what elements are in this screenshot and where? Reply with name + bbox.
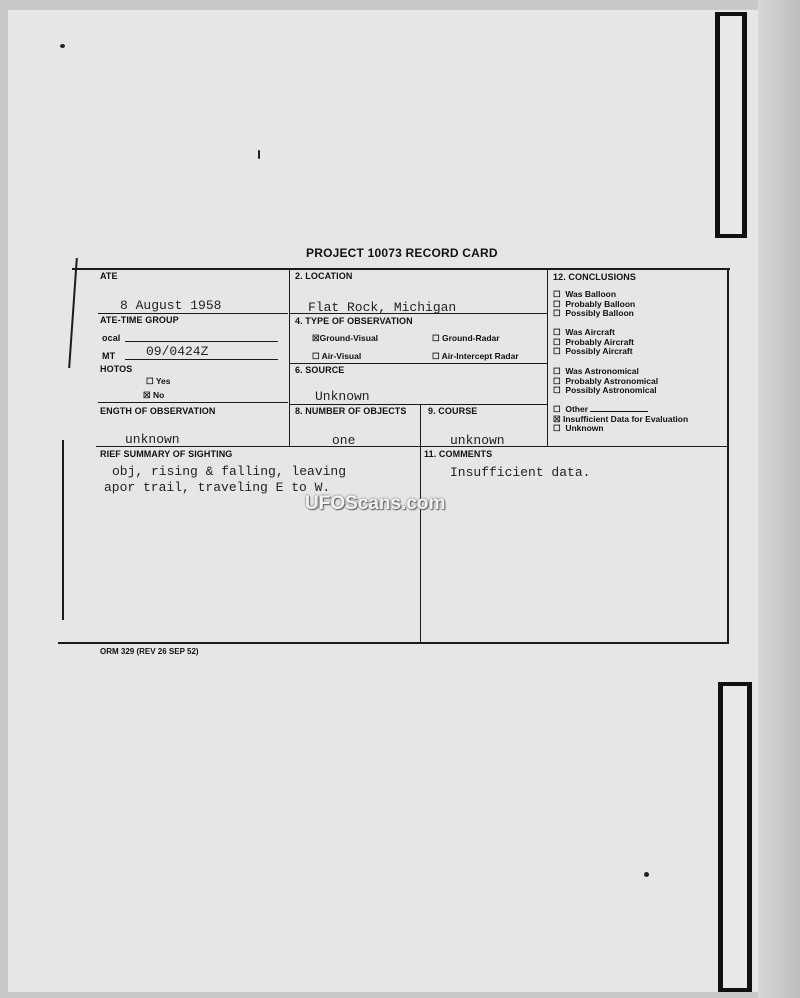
conclusion-probably-aircraft: ☐ Probably Aircraft (553, 336, 634, 347)
number-of-objects-value: one (332, 433, 356, 448)
source-value: Unknown (315, 389, 370, 404)
date-label: ATE (100, 271, 118, 281)
comments-label: 11. COMMENTS (424, 449, 493, 459)
brief-summary-label: RIEF SUMMARY OF SIGHTING (100, 449, 233, 459)
conclusion-probably-balloon: ☐ Probably Balloon (553, 298, 636, 309)
conclusion-was-astronomical: ☐ Was Astronomical (553, 366, 639, 376)
gmt-underline (125, 359, 278, 360)
gmt-value: 09/0424Z (146, 344, 209, 359)
conclusions-group-astronomical (553, 367, 658, 396)
card-title: PROJECT 10073 RECORD CARD (306, 246, 498, 260)
photos-option-no: ☒ No (143, 390, 165, 400)
date-time-group-label: ATE-TIME GROUP (100, 315, 179, 325)
length-of-observation-value: unknown (125, 432, 180, 447)
date-value: 8 August 1958 (120, 298, 222, 313)
course-label: 9. COURSE (428, 406, 478, 416)
conclusions-group-aircraft (553, 328, 634, 357)
conclusions-group-balloon (553, 290, 635, 319)
conclusion-insufficient-data: ☒ Insufficient Data for Evaluation (553, 413, 689, 424)
binding-bar-bottom (718, 682, 752, 992)
observation-option-air-visual: ☐ Air-Visual (312, 351, 362, 361)
conclusion-was-balloon: ☐ Was Balloon (553, 289, 617, 299)
row-line-date (98, 313, 288, 314)
length-of-observation-label: ENGTH OF OBSERVATION (100, 406, 216, 416)
card-left-border-lower (62, 440, 64, 620)
page-edge-strip (758, 0, 800, 998)
photos-label: HOTOS (100, 364, 133, 374)
gmt-label: MT (102, 351, 116, 361)
location-label: 2. LOCATION (295, 271, 353, 281)
conclusion-other: ☐ Other (553, 405, 688, 415)
number-of-objects-label: 8. NUMBER OF OBJECTS (295, 406, 407, 416)
row-line-photos (98, 402, 288, 403)
conclusion-probably-astronomical: ☐ Probably Astronomical (553, 375, 659, 386)
conclusion-was-aircraft: ☐ Was Aircraft (553, 327, 615, 337)
brief-summary-line-2: apor trail, traveling E to W. (104, 480, 331, 495)
row-line-observation (290, 363, 548, 364)
binding-bar-top (715, 12, 747, 238)
observation-option-air-intercept-radar: ☐ Air-Intercept Radar (432, 351, 519, 361)
local-underline (125, 341, 278, 342)
observation-option-ground-radar: ☐ Ground-Radar (432, 333, 500, 343)
row-line-source (290, 404, 548, 405)
conclusion-possibly-aircraft: ☐ Possibly Aircraft (553, 346, 633, 356)
source-label: 6. SOURCE (295, 365, 345, 375)
comments-value: Insufficient data. (450, 465, 591, 480)
dust-speck (644, 872, 649, 877)
brief-summary-line-1: obj, rising & falling, leaving (112, 464, 347, 479)
conclusions-group-other (553, 405, 688, 434)
conclusions-label: 12. CONCLUSIONS (553, 272, 637, 282)
conclusion-possibly-balloon: ☐ Possibly Balloon (553, 308, 634, 318)
course-value: unknown (450, 433, 505, 448)
card-top-border (72, 268, 730, 270)
observation-type-label: 4. TYPE OF OBSERVATION (295, 316, 413, 326)
card-bottom-border (58, 642, 728, 644)
form-number: ORM 329 (REV 26 SEP 52) (100, 647, 199, 656)
column-divider-3 (420, 404, 421, 642)
column-divider-1 (289, 268, 290, 446)
dust-speck (60, 44, 65, 48)
dust-speck (258, 150, 260, 159)
conclusion-unknown: ☐ Unknown (553, 423, 604, 433)
conclusion-possibly-astronomical: ☐ Possibly Astronomical (553, 385, 657, 395)
column-divider-2 (547, 268, 548, 446)
row-line-summary (96, 446, 728, 447)
observation-option-ground-visual: ☒Ground-Visual (312, 333, 379, 343)
photos-option-yes: ☐ Yes (146, 376, 171, 386)
card-right-border (727, 268, 729, 644)
watermark: UFOScans.com (305, 493, 446, 514)
location-value: Flat Rock, Michigan (308, 300, 457, 315)
local-label: ocal (102, 333, 121, 343)
